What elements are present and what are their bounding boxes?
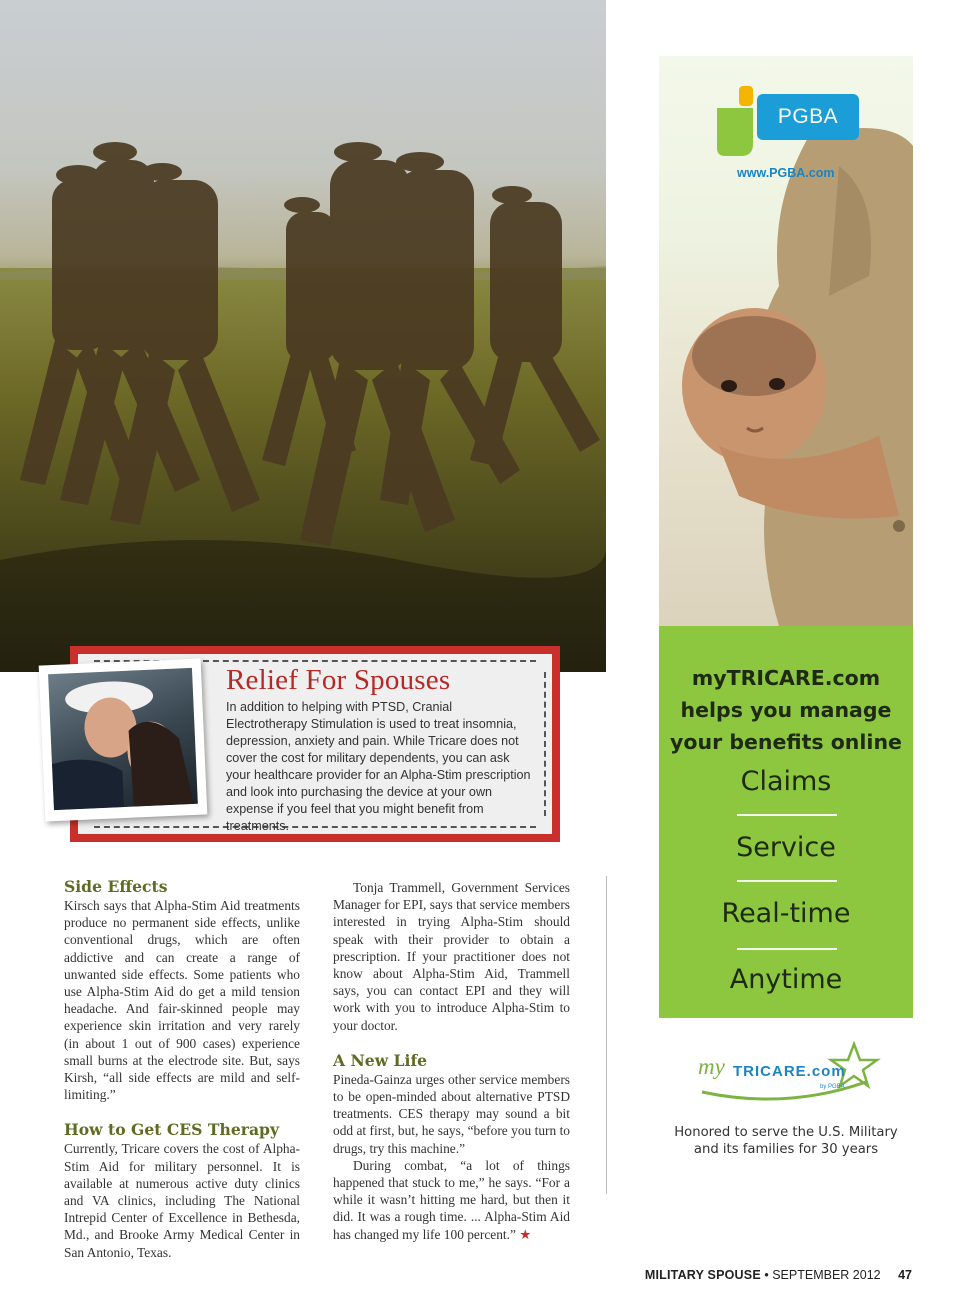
benefit-anytime: Anytime <box>729 964 843 995</box>
ad-photo-baby <box>659 56 913 626</box>
new-life-paragraph-2 <box>333 1157 570 1243</box>
footer-separator: • <box>764 1268 769 1282</box>
new-life-heading: A New Life <box>333 1050 428 1070</box>
honored-line-1: Honored to serve the U.S. Military <box>674 1125 898 1140</box>
ad-headline <box>659 662 913 758</box>
soldiers-illustration <box>0 0 606 672</box>
magazine-name: MILITARY SPOUSE <box>644 1268 761 1282</box>
article-column-right <box>333 879 570 1243</box>
benefit-divider <box>737 880 837 882</box>
column-divider <box>606 876 607 1194</box>
new-life-paragraph-1: Pineda-Gainza urges other service members to be open-minded about alternative PTSD treatments. CES therapy may sound a bit odd at first, but, he says, “before you turn to drugs, try this machine.” <box>333 1071 570 1156</box>
side-effects-body: Kirsch says that Alpha-Stim Aid treatments produce no permanent side effects, unlike conventional drugs, which are often addictive and can create a range of unwanted side effects. Some patients who use Alpha-Stim Aid do get a mild tension headache. And fair-skinned people may experience skin irritation and very rarely (in about 1 out of 900 cases) experience small burns at the electrode site. But, says Kirsh, “all side effects are mild and self-limiting.” <box>64 898 300 1103</box>
article-column-left <box>64 876 300 1261</box>
mytricare-logo <box>696 1038 890 1106</box>
page-number: 47 <box>898 1268 912 1282</box>
trammell-paragraph: Tonja Trammell, Government Services Manager for EPI, says that service members interested in trying Alpha-Stim should speak with their provider to obtain a prescription. If your practitioner does not know about Alpha-Stim Aid, Trammell says, you can contact EPI and they will work with you to introduce Alpha-Stim to your doctor. <box>333 880 570 1033</box>
spouse-photo-frame <box>39 659 208 822</box>
relief-title: Relief For Spouses <box>226 664 451 696</box>
benefit-service: Service <box>736 832 836 863</box>
honored-line-2: and its families for 30 years <box>693 1142 879 1157</box>
new-life-paragraph-2-text: During combat, “a lot of things happened that stuck to me,” he says. “For a while it wasn’t hitting me hard, but then it did. It was a rough time. ... Alpha-Stim Aid has changed my life 100 percent.” <box>333 1157 570 1242</box>
logo-tricare: TRICARE.com <box>733 1063 846 1080</box>
ad-green-panel <box>659 626 913 1018</box>
ad-headline-line-3: your benefits online <box>670 730 902 754</box>
relief-body: In addition to helping with PTSD, Cranial Electrotherapy Stimulation is used to treat insomnia, depression, anxiety and pain. While Tricare does not cover the cost for military dependents, you can ask your healthcare provider for an Alpha-Stim prescription and look into purchasing the device at your own expense if you feel that you might benefit from treatments. <box>226 700 531 833</box>
dashed-border-right <box>544 672 546 816</box>
hero-photo-soldiers <box>0 0 606 672</box>
pgba-url-link[interactable]: www.PGBA.com <box>737 166 835 180</box>
honored-tagline <box>659 1124 913 1158</box>
benefit-divider <box>737 814 837 816</box>
ad-headline-line-2: helps you manage <box>680 698 892 722</box>
side-effects-heading: Side Effects <box>64 877 168 896</box>
how-to-heading: How to Get CES Therapy <box>64 1120 280 1140</box>
ad-headline-line-1: myTRICARE.com <box>691 666 881 690</box>
how-to-body: Currently, Tricare covers the cost of Alpha-Stim Aid for military personnel. It is available at numerous active duty clinics and VA clinics, including The National Intrepid Center of Excellence in Bethesda, Md., and Brooke Army Medical Center in San Antonio, Texas. <box>64 1141 300 1260</box>
logo-my: my <box>698 1054 725 1079</box>
benefit-divider <box>737 948 837 950</box>
pgba-label: PGBA <box>757 94 859 140</box>
pgba-logo <box>713 86 861 158</box>
page-footer <box>645 1268 912 1282</box>
pgba-advertisement <box>659 56 913 1018</box>
logo-by-pgba: by PGBA <box>820 1084 845 1090</box>
benefit-claims: Claims <box>740 766 832 797</box>
spouse-photo <box>48 668 198 810</box>
couple-illustration <box>48 668 198 810</box>
benefit-real-time: Real-time <box>721 898 851 929</box>
end-star-icon: ★ <box>519 1226 532 1242</box>
issue-date: SEPTEMBER 2012 <box>772 1268 881 1282</box>
